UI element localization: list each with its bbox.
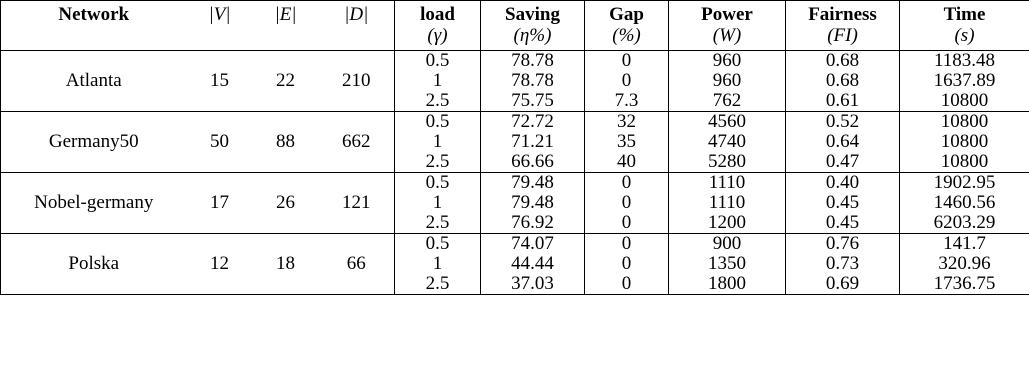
cell-saving: 79.48 [481,193,585,213]
cell-power: 1110 [669,193,786,213]
table-row [1,173,1029,194]
cell-saving: 79.48 [481,173,585,194]
network-e: 18 [253,234,319,295]
cell-gap: 0 [585,213,669,234]
header-time: Time [900,1,1029,27]
units-gap: (%) [585,26,669,51]
units-fairness: (FI) [786,26,900,51]
cell-fairness: 0.68 [786,51,900,72]
cell-load: 2.5 [395,152,481,173]
cell-time: 10800 [900,152,1029,173]
cell-saving: 75.75 [481,91,585,112]
units-load: (γ) [395,26,481,51]
cell-gap: 0 [585,193,669,213]
cell-time: 6203.29 [900,213,1029,234]
header-v: |V| [187,1,253,27]
cell-gap: 0 [585,234,669,255]
cell-gap: 0 [585,274,669,295]
table-body [1,51,1029,295]
network-name: Polska [1,234,187,295]
cell-load: 2.5 [395,213,481,234]
cell-power: 4560 [669,112,786,133]
cell-power: 1800 [669,274,786,295]
network-v: 12 [187,234,253,295]
cell-saving: 44.44 [481,254,585,274]
cell-load: 1 [395,71,481,91]
cell-gap: 40 [585,152,669,173]
cell-fairness: 0.40 [786,173,900,194]
cell-fairness: 0.73 [786,254,900,274]
network-d: 66 [319,234,395,295]
network-v: 15 [187,51,253,112]
cell-time: 320.96 [900,254,1029,274]
units-saving: (η%) [481,26,585,51]
network-d: 121 [319,173,395,234]
cell-saving: 76.92 [481,213,585,234]
cell-gap: 0 [585,71,669,91]
network-name: Atlanta [1,51,187,112]
cell-time: 10800 [900,91,1029,112]
cell-saving: 78.78 [481,51,585,72]
table-row [1,234,1029,255]
cell-time: 10800 [900,132,1029,152]
cell-power: 5280 [669,152,786,173]
network-e: 26 [253,173,319,234]
cell-power: 1200 [669,213,786,234]
header-power: Power [669,1,786,27]
cell-power: 900 [669,234,786,255]
cell-load: 2.5 [395,91,481,112]
cell-saving: 37.03 [481,274,585,295]
units-network-blank [1,26,187,51]
cell-time: 1183.48 [900,51,1029,72]
header-row [1,1,1029,27]
cell-load: 0.5 [395,51,481,72]
cell-saving: 72.72 [481,112,585,133]
cell-gap: 0 [585,173,669,194]
network-d: 210 [319,51,395,112]
units-d-blank [319,26,395,51]
cell-load: 1 [395,132,481,152]
network-v: 17 [187,173,253,234]
cell-time: 1736.75 [900,274,1029,295]
cell-load: 0.5 [395,112,481,133]
cell-fairness: 0.76 [786,234,900,255]
cell-fairness: 0.45 [786,193,900,213]
header-fairness: Fairness [786,1,900,27]
cell-load: 1 [395,254,481,274]
network-name: Germany50 [1,112,187,173]
header-e: |E| [253,1,319,27]
cell-power: 960 [669,71,786,91]
cell-fairness: 0.47 [786,152,900,173]
cell-fairness: 0.52 [786,112,900,133]
units-power: (W) [669,26,786,51]
cell-saving: 74.07 [481,234,585,255]
cell-time: 1902.95 [900,173,1029,194]
cell-time: 10800 [900,112,1029,133]
cell-fairness: 0.45 [786,213,900,234]
cell-saving: 71.21 [481,132,585,152]
units-v-blank [187,26,253,51]
network-name: Nobel-germany [1,173,187,234]
cell-power: 1110 [669,173,786,194]
cell-load: 0.5 [395,234,481,255]
cell-gap: 0 [585,254,669,274]
cell-power: 4740 [669,132,786,152]
header-network: Network [1,1,187,27]
cell-gap: 35 [585,132,669,152]
network-e: 88 [253,112,319,173]
units-time: (s) [900,26,1029,51]
units-row [1,26,1029,51]
table-row [1,51,1029,72]
cell-load: 0.5 [395,173,481,194]
cell-fairness: 0.68 [786,71,900,91]
units-e-blank [253,26,319,51]
header-load: load [395,1,481,27]
cell-time: 1637.89 [900,71,1029,91]
cell-saving: 66.66 [481,152,585,173]
cell-fairness: 0.64 [786,132,900,152]
cell-gap: 7.3 [585,91,669,112]
cell-power: 960 [669,51,786,72]
network-v: 50 [187,112,253,173]
cell-load: 1 [395,193,481,213]
cell-saving: 78.78 [481,71,585,91]
cell-power: 762 [669,91,786,112]
cell-time: 141.7 [900,234,1029,255]
table-row [1,112,1029,133]
cell-time: 1460.56 [900,193,1029,213]
network-d: 662 [319,112,395,173]
header-saving: Saving [481,1,585,27]
cell-load: 2.5 [395,274,481,295]
cell-gap: 32 [585,112,669,133]
cell-power: 1350 [669,254,786,274]
header-d: |D| [319,1,395,27]
cell-fairness: 0.69 [786,274,900,295]
network-e: 22 [253,51,319,112]
header-gap: Gap [585,1,669,27]
cell-gap: 0 [585,51,669,72]
cell-fairness: 0.61 [786,91,900,112]
